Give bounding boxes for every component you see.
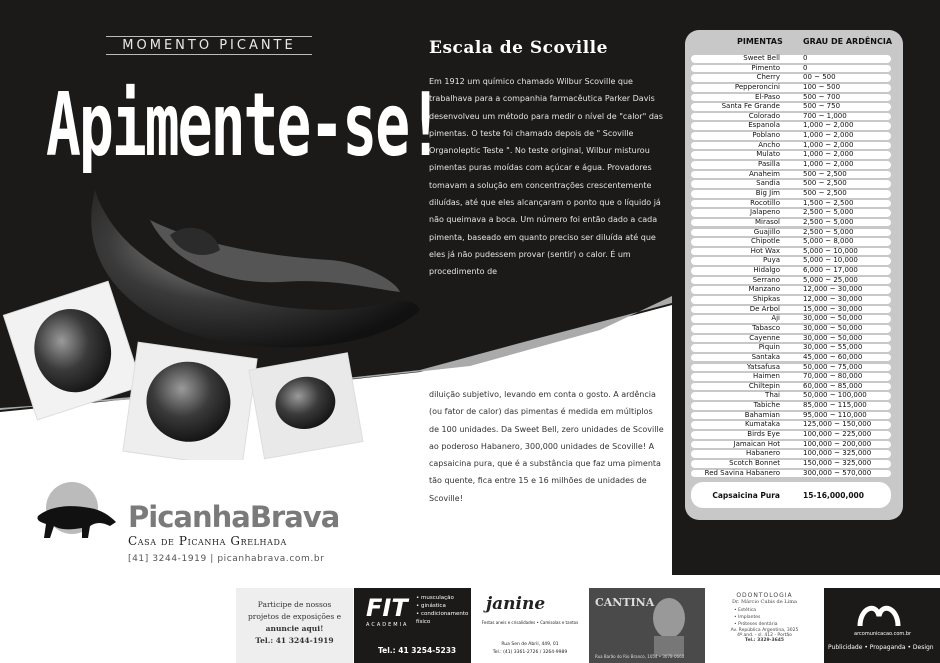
pepper-name: Santa Fe Grande bbox=[721, 102, 780, 111]
pepper-heat: 12,000 ~ 30,000 bbox=[803, 285, 863, 294]
pepper-heat: 500 ~ 2,500 bbox=[803, 169, 847, 178]
table-row bbox=[691, 208, 891, 218]
row-bar bbox=[691, 238, 891, 246]
ad1-phone: Tel.: 41 3244-1919 bbox=[255, 636, 334, 645]
odonto-address-2: 4º and. - sl. 412 - Portão bbox=[737, 633, 792, 638]
table-row bbox=[691, 285, 891, 295]
ad-cantina[interactable] bbox=[589, 588, 705, 663]
ad1-line1: Participe de nossos bbox=[257, 600, 332, 609]
table-rows bbox=[691, 54, 891, 478]
pepper-name: Poblano bbox=[752, 131, 780, 140]
pepper-heat: 0 bbox=[803, 63, 808, 72]
table-row bbox=[691, 179, 891, 189]
pepper-name: Piquin bbox=[758, 343, 780, 352]
table-row bbox=[691, 237, 891, 247]
table-row bbox=[691, 420, 891, 430]
arco-logo-icon bbox=[854, 598, 904, 628]
ads-strip bbox=[236, 588, 940, 663]
ad-arcomunicacao[interactable] bbox=[824, 588, 940, 663]
pepper-heat: 45,000 ~ 60,000 bbox=[803, 352, 863, 361]
section-kicker: MOMENTO PICANTE bbox=[106, 36, 312, 55]
table-row bbox=[691, 199, 891, 209]
headline: Apimente-se! bbox=[46, 74, 442, 176]
pepper-name: Yatsafusa bbox=[746, 362, 780, 371]
table-row bbox=[691, 83, 891, 93]
pepper-name: Anaheim bbox=[748, 169, 780, 178]
table-row bbox=[691, 295, 891, 305]
row-bar bbox=[691, 122, 891, 130]
pepper-name: Habanero bbox=[745, 449, 780, 458]
pepper-heat: 00 ~ 500 bbox=[803, 73, 836, 82]
pepper-name: Pimento bbox=[751, 63, 780, 72]
table-row bbox=[691, 131, 891, 141]
pepper-name: Serrano bbox=[752, 275, 780, 284]
article-title: Escala de Scoville bbox=[429, 38, 608, 58]
row-bar bbox=[691, 161, 891, 169]
ad-janine[interactable] bbox=[472, 588, 588, 663]
pepper-name: Red Savina Habanero bbox=[704, 468, 780, 477]
table-row bbox=[691, 372, 891, 382]
pepper-heat: 125,000 ~ 150,000 bbox=[803, 420, 872, 429]
pepper-heat: 6,000 ~ 17,000 bbox=[803, 266, 858, 275]
janine-address: Rua Sen de Abril, 449, 01 bbox=[501, 642, 559, 647]
table-row bbox=[691, 343, 891, 353]
pepper-heat: 1,000 ~ 2,000 bbox=[803, 131, 854, 140]
pepper-heat: 5,000 ~ 10,000 bbox=[803, 256, 858, 265]
pepper-heat: 60,000 ~ 85,000 bbox=[803, 381, 863, 390]
pepper-name: Tabiche bbox=[753, 401, 780, 410]
pepper-name: Mulato bbox=[756, 150, 780, 159]
pepper-heat: 1,000 ~ 2,000 bbox=[803, 160, 854, 169]
row-bar bbox=[691, 55, 891, 63]
pepper-name: Tabasco bbox=[752, 323, 780, 332]
odonto-item: • Implantes bbox=[734, 615, 761, 620]
fit-sub: ACADEMIA bbox=[366, 622, 409, 628]
pepper-name: Espanola bbox=[748, 121, 780, 130]
pepper-heat: 5,000 ~ 10,000 bbox=[803, 246, 858, 255]
ad-odontologia[interactable] bbox=[706, 588, 823, 663]
pepper-heat: 1,000 ~ 2,000 bbox=[803, 140, 854, 149]
fit-logo: FIT bbox=[366, 594, 408, 622]
pepper-heat: 2,500 ~ 5,000 bbox=[803, 227, 854, 236]
janine-phone: Tel.: (41) 3361-2726 / 3264-9989 bbox=[492, 650, 568, 655]
table-row bbox=[691, 256, 891, 266]
pepper-name: Ancho bbox=[758, 140, 780, 149]
row-bar bbox=[691, 142, 891, 150]
pepper-name: Cayenne bbox=[749, 333, 780, 342]
pepper-heat: 50,000 ~ 100,000 bbox=[803, 391, 867, 400]
ad-fit-academia[interactable] bbox=[354, 588, 471, 663]
table-row bbox=[691, 102, 891, 112]
pepper-heat: 500 ~ 2,500 bbox=[803, 188, 847, 197]
odonto-doctor: Dr. Márcio Cubis de Lima bbox=[732, 599, 797, 605]
pepper-heat: 30,000 ~ 50,000 bbox=[803, 323, 863, 332]
pepper-heat: 5,000 ~ 25,000 bbox=[803, 275, 858, 284]
fit-phone: Tel.: 41 3254-5233 bbox=[378, 646, 457, 655]
pepper-heat: 95,000 ~ 110,000 bbox=[803, 410, 867, 419]
cantina-photo bbox=[644, 594, 694, 656]
table-row bbox=[691, 218, 891, 228]
table-row bbox=[691, 459, 891, 469]
janine-line1: Festas aneis e crisalidades • Camisolas e tantos bbox=[481, 620, 579, 625]
table-row bbox=[691, 141, 891, 151]
odonto-items bbox=[706, 607, 823, 628]
pepper-name: Colorado bbox=[748, 111, 780, 120]
table-row bbox=[691, 276, 891, 286]
table-row bbox=[691, 112, 891, 122]
pepper-name: Sandia bbox=[756, 179, 780, 188]
header-grau: GRAU DE ARDÊNCIA bbox=[803, 37, 893, 46]
pepper-name: Bahamian bbox=[744, 410, 780, 419]
table-row bbox=[691, 314, 891, 324]
table-row bbox=[691, 449, 891, 459]
peppers-photo bbox=[0, 160, 430, 460]
row-bar bbox=[691, 277, 891, 285]
arco-site: arcomunicacao.com.br bbox=[854, 631, 912, 637]
table-row bbox=[691, 160, 891, 170]
table-row bbox=[691, 391, 891, 401]
row-bar bbox=[691, 180, 891, 188]
row-bar bbox=[691, 132, 891, 140]
fit-items bbox=[416, 594, 468, 626]
table-row bbox=[691, 54, 891, 64]
pepper-name: Scotch Bonnet bbox=[729, 458, 780, 467]
ad-exposicoes[interactable] bbox=[236, 588, 353, 663]
table-row bbox=[691, 73, 891, 83]
pepper-heat: 30,000 ~ 50,000 bbox=[803, 314, 863, 323]
brand-subtitle: Casa de Picanha Grelhada bbox=[128, 534, 287, 548]
pepper-heat: 30,000 ~ 50,000 bbox=[803, 333, 863, 342]
pepper-heat: 1,000 ~ 2,000 bbox=[803, 150, 854, 159]
article-paragraph-2: diluição subjetivo, levando em conta o gosto. A ardência (ou fator de calor) das pimentas é medida em múltiplos de 100 unidades. Da Sweet Bell, zero unidades de Scoville ao poderoso Habanero, 300,000 unidades de Scoville! A capsaicina pura, que é a substância que faz uma pimenta tão quente, fica entre 15 e 16 milhões de unidades de Scoville! bbox=[429, 390, 664, 503]
row-bar bbox=[691, 209, 891, 217]
pepper-heat: 100,000 ~ 200,000 bbox=[803, 439, 872, 448]
pepper-heat: 0 bbox=[803, 54, 808, 62]
table-row bbox=[691, 353, 891, 363]
pepper-name: Shipkas bbox=[752, 295, 780, 304]
row-bar bbox=[691, 74, 891, 82]
pepper-heat: 85,000 ~ 115,000 bbox=[803, 401, 867, 410]
pepper-name: Hot Wax bbox=[750, 246, 780, 255]
pepper-heat: 500 ~ 2,500 bbox=[803, 179, 847, 188]
pepper-heat: 2,500 ~ 5,000 bbox=[803, 208, 854, 217]
row-bar bbox=[691, 190, 891, 198]
pepper-name: Puya bbox=[763, 256, 780, 265]
row-bar bbox=[691, 257, 891, 265]
pepper-heat: 5,000 ~ 8,000 bbox=[803, 237, 854, 246]
pepper-name: Mirasol bbox=[754, 217, 780, 226]
pepper-heat: 500 ~ 750 bbox=[803, 102, 841, 111]
table-row bbox=[691, 363, 891, 373]
table-row bbox=[691, 150, 891, 160]
bull-logo bbox=[30, 478, 125, 548]
table-row bbox=[691, 64, 891, 74]
ad1-line2: projetos de exposições e bbox=[247, 612, 342, 621]
pepper-heat: 50,000 ~ 75,000 bbox=[803, 362, 863, 371]
brand-name: PicanhaBrava bbox=[128, 500, 340, 534]
table-row bbox=[691, 401, 891, 411]
pepper-name: Pasilla bbox=[758, 160, 780, 169]
odonto-item: • Estética bbox=[734, 608, 757, 613]
odonto-title: ODONTOLOGIA bbox=[736, 592, 793, 599]
table-total-row bbox=[691, 482, 891, 508]
table-row bbox=[691, 324, 891, 334]
pepper-name: Big Jim bbox=[755, 188, 780, 197]
row-bar bbox=[691, 94, 891, 102]
pepper-heat: 700 ~ 1,000 bbox=[803, 111, 847, 120]
pepper-name: Guajillo bbox=[753, 227, 780, 236]
pepper-heat: 500 ~ 700 bbox=[803, 92, 841, 101]
pepper-heat: 2,500 ~ 5,000 bbox=[803, 217, 854, 226]
row-bar bbox=[691, 219, 891, 227]
pepper-name: Haimen bbox=[752, 372, 780, 381]
pepper-name: Jalapeno bbox=[749, 208, 780, 217]
pepper-name: Sweet Bell bbox=[743, 54, 780, 62]
table-row bbox=[691, 170, 891, 180]
pepper-heat: 12,000 ~ 30,000 bbox=[803, 295, 863, 304]
table-row bbox=[691, 334, 891, 344]
table-row bbox=[691, 247, 891, 257]
arco-tagline: Publicidade • Propaganda • Design bbox=[828, 644, 934, 651]
pepper-name: Birds Eye bbox=[747, 429, 780, 438]
total-name: Capsaicina Pura bbox=[712, 491, 780, 500]
pepper-name: Chiltepin bbox=[748, 381, 780, 390]
pepper-name: Aji bbox=[771, 314, 780, 323]
pepper-heat: 30,000 ~ 55,000 bbox=[803, 343, 863, 352]
cantina-address: Rua Barão do Rio Branco, 1054 • 3078-0660 bbox=[595, 654, 685, 659]
table-row bbox=[691, 189, 891, 199]
pepper-name: Manzano bbox=[748, 285, 780, 294]
pepper-name: Cherry bbox=[756, 73, 780, 82]
row-bar bbox=[691, 229, 891, 237]
row-bar bbox=[691, 171, 891, 179]
janine-logo: janine bbox=[486, 594, 546, 614]
brand-contact: [41] 3244-1919 | picanhabrava.com.br bbox=[128, 554, 325, 564]
article-paragraph-1: Em 1912 um químico chamado Wilbur Scoville que trabalhava para a companhia farmacêutica Parker Davis desenvolveu um método para medir o nível de "calor" das pimentas. O teste foi chamado depois de " Scoville Organoleptic Teste ". No teste original, Wilbur misturou pimentas puras moídas com açúcar e água. Provadores tomavam a solução em concentrações crescentemente diluídas, até que eles alcançaram o ponto que o líquido já não queimava a boca. Um número foi então dado a cada pimenta, baseado em quanto preciso ser diluída até que eles já não pudessem provar (sentir) o calor. É um procedimento de bbox=[429, 77, 663, 277]
table-row bbox=[691, 121, 891, 131]
pepper-name: De Arbol bbox=[749, 304, 780, 313]
pepper-name: Kumataka bbox=[744, 420, 780, 429]
pepper-heat: 150,000 ~ 325,000 bbox=[803, 458, 872, 467]
cantina-logo: CANTINA bbox=[595, 596, 655, 609]
fit-item: • musculação bbox=[416, 595, 454, 601]
odonto-phone: Tel.: 3329-3645 bbox=[744, 638, 785, 643]
pepper-name: Rocotillo bbox=[750, 198, 780, 207]
pepper-heat: 100 ~ 500 bbox=[803, 82, 841, 91]
pepper-heat: 300,000 ~ 570,000 bbox=[803, 468, 872, 477]
pepper-heat: 1,500 ~ 2,500 bbox=[803, 198, 854, 207]
table-row bbox=[691, 228, 891, 238]
pepper-heat: 70,000 ~ 80,000 bbox=[803, 372, 863, 381]
header-pimentas: PIMENTAS bbox=[737, 37, 783, 46]
pepper-name: Pepperoncini bbox=[734, 82, 780, 91]
row-bar bbox=[691, 113, 891, 121]
fit-item: • condicionamento bbox=[416, 611, 469, 617]
pepper-heat: 100,000 ~ 225,000 bbox=[803, 429, 872, 438]
table-row bbox=[691, 430, 891, 440]
row-bar bbox=[691, 65, 891, 73]
row-bar bbox=[691, 200, 891, 208]
table-row bbox=[691, 382, 891, 392]
table-row bbox=[691, 93, 891, 103]
odonto-address: Av. República Argentina, 3025 bbox=[730, 628, 799, 633]
pepper-name: Jamaican Hot bbox=[733, 439, 780, 448]
pepper-heat: 15,000 ~ 30,000 bbox=[803, 304, 863, 313]
table-row bbox=[691, 305, 891, 315]
pepper-name: El-Paso bbox=[754, 92, 780, 101]
row-bar bbox=[691, 84, 891, 92]
table-row bbox=[691, 440, 891, 450]
table-row bbox=[691, 266, 891, 276]
pepper-name: Chipotle bbox=[751, 237, 780, 246]
odonto-item: • Próteses dentária bbox=[734, 622, 778, 627]
table-row bbox=[691, 469, 891, 479]
pepper-heat: 100,000 ~ 325,000 bbox=[803, 449, 872, 458]
pepper-name: Santaka bbox=[751, 352, 780, 361]
pepper-name: Hidalgo bbox=[753, 266, 780, 275]
row-bar bbox=[691, 267, 891, 275]
row-bar bbox=[691, 248, 891, 256]
pepper-heat: 1,000 ~ 2,000 bbox=[803, 121, 854, 130]
row-bar bbox=[691, 151, 891, 159]
total-value: 15-16,000,000 bbox=[803, 491, 864, 500]
ad1-line3: anuncie aqui! bbox=[265, 624, 324, 633]
fit-item: • ginástica bbox=[416, 603, 446, 609]
table-row bbox=[691, 411, 891, 421]
fit-item: físico bbox=[416, 619, 431, 625]
pepper-name: Thai bbox=[765, 391, 780, 400]
